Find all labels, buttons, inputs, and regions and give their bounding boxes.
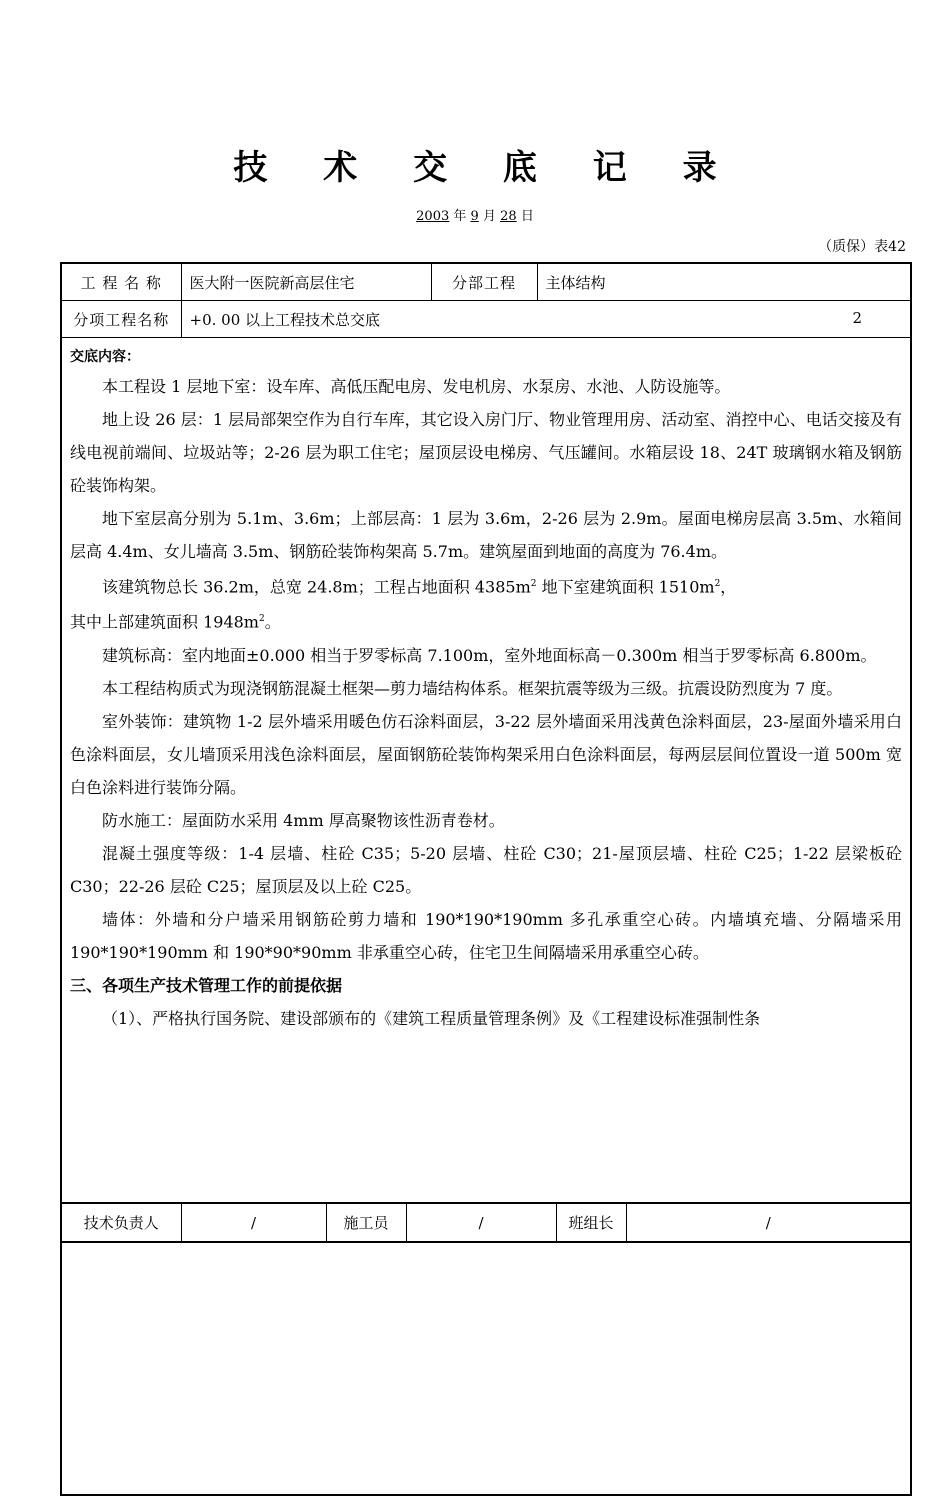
paragraph-above-ground: 地上设 26 层：1 层局部架空作为自行车库，其它设入房门厅、物业管理用房、活动室、消控中心、电话交接及有线电视前端间、垃圾站等；2-26 层为职工住宅；屋顶层设电梯房、气压罐间。水箱层设 18、24T 玻璃钢水箱及钢筋砼装饰构架。 — [70, 410, 902, 495]
section-3-heading: 三、各项生产技术管理工作的前提依据 — [70, 975, 343, 995]
paragraph-upper-area — [70, 603, 902, 638]
tech-lead-value: / — [181, 1203, 326, 1242]
dimensions-text-c: ， — [720, 577, 737, 597]
paragraph-basement: 本工程设 1 层地下室：设车库、高低压配电房、发电机房、水泵房、水池、人防设施等。 — [102, 377, 731, 396]
paragraph-concrete-grade: 混凝土强度等级：1-4 层墙、柱砼 C35；5-20 层墙、柱砼 C30；21-屋顶层墙、柱砼 C25；1-22 层梁板砼 C30；22-26 层砼 C25；屋顶层及以上砼 C25。 — [70, 843, 902, 896]
form-number: （质保）表42 — [818, 239, 906, 255]
superscript-2: 2 — [714, 579, 721, 589]
date-year: 2003 — [416, 209, 450, 224]
record-date — [0, 205, 950, 224]
subitem-value: +0. 00 以上工程技术总交底 — [189, 310, 381, 329]
project-name-label: 工 程 名 称 — [61, 263, 181, 301]
signature-table — [60, 1202, 912, 1243]
project-name-value: 医大附一医院新高层住宅 — [181, 263, 431, 301]
superscript-2: 2 — [258, 614, 265, 625]
tech-lead-label: 技术负责人 — [61, 1203, 181, 1242]
division-label: 分部工程 — [431, 263, 537, 301]
date-day-unit: 日 — [520, 209, 534, 224]
worker-label: 施工员 — [326, 1203, 406, 1242]
upper-area-text: 其中上部建筑面积 1948m — [70, 612, 259, 632]
paragraph-regulations: （1）、严格执行国务院、建设部颁布的《建筑工程质量管理条例》及《工程建设标准强制性条 — [102, 1008, 761, 1028]
division-value: 主体结构 — [537, 263, 911, 301]
subitem-label: 分项工程名称 — [61, 301, 181, 338]
team-lead-value: / — [626, 1203, 911, 1242]
content-heading: 交底内容： — [70, 349, 140, 365]
content-cell — [61, 338, 911, 1496]
date-year-unit: 年 — [453, 209, 467, 224]
worker-value: / — [406, 1203, 556, 1242]
record-table — [60, 262, 912, 1496]
date-month: 9 — [470, 209, 479, 224]
dimensions-text-b: 地下室建筑面积 1510m — [536, 577, 715, 597]
dimensions-text-a: 该建筑物总长 36.2m，总宽 24.8m；工程占地面积 4385m — [102, 577, 531, 597]
paragraph-elevation: 建筑标高：室内地面±0.000 相当于罗零标高 7.100m，室外地面标高－0.300m 相当于罗零标高 6.800m。 — [102, 645, 877, 665]
paragraph-exterior-finish: 室外装饰：建筑物 1-2 层外墙采用暖色仿石涂料面层，3-22 层外墙面采用浅黄色涂料面层，23-屋面外墙采用白色涂料面层，女儿墙顶采用浅色涂料面层，屋面钢筋砼装饰构架采用白色涂料面层，每两层层间位置设一道 500m 宽白色涂料进行装饰分隔。 — [70, 711, 902, 797]
document-title: 技 术 交 底 记 录 — [233, 148, 739, 188]
date-day: 28 — [500, 209, 517, 224]
team-lead-label: 班组长 — [556, 1203, 626, 1242]
upper-area-end: 。 — [264, 612, 281, 632]
paragraph-walls: 墙体：外墙和分户墙采用钢筋砼剪力墙和 190*190*190mm 多孔承重空心砖。内墙填充墙、分隔墙采用 190*190*190mm 和 190*90*90mm 非承重空心砖，住宅卫生间隔墙采用承重空心砖。 — [70, 909, 902, 962]
subitem-row — [181, 301, 911, 338]
paragraph-dimensions — [70, 568, 902, 603]
page-number: 2 — [852, 308, 862, 327]
superscript-2: 2 — [530, 579, 537, 589]
date-month-unit: 月 — [482, 209, 496, 224]
paragraph-structure: 本工程结构质式为现浇钢筋混凝土框架—剪力墙结构体系。框架抗震等级为三级。抗震设防烈度为 7 度。 — [102, 678, 843, 698]
paragraph-waterproofing: 防水施工：屋面防水采用 4mm 厚高聚物该性沥青卷材。 — [102, 810, 505, 830]
paragraph-floor-heights: 地下室层高分别为 5.1m、3.6m；上部层高：1 层为 3.6m，2-26 层为 2.9m。屋面电梯房层高 3.5m、水箱间层高 4.4m、女儿墙高 3.5m、钢筋砼装饰构架高 5.7m。建筑屋面到地面的高度为 76.4m。 — [70, 509, 902, 561]
